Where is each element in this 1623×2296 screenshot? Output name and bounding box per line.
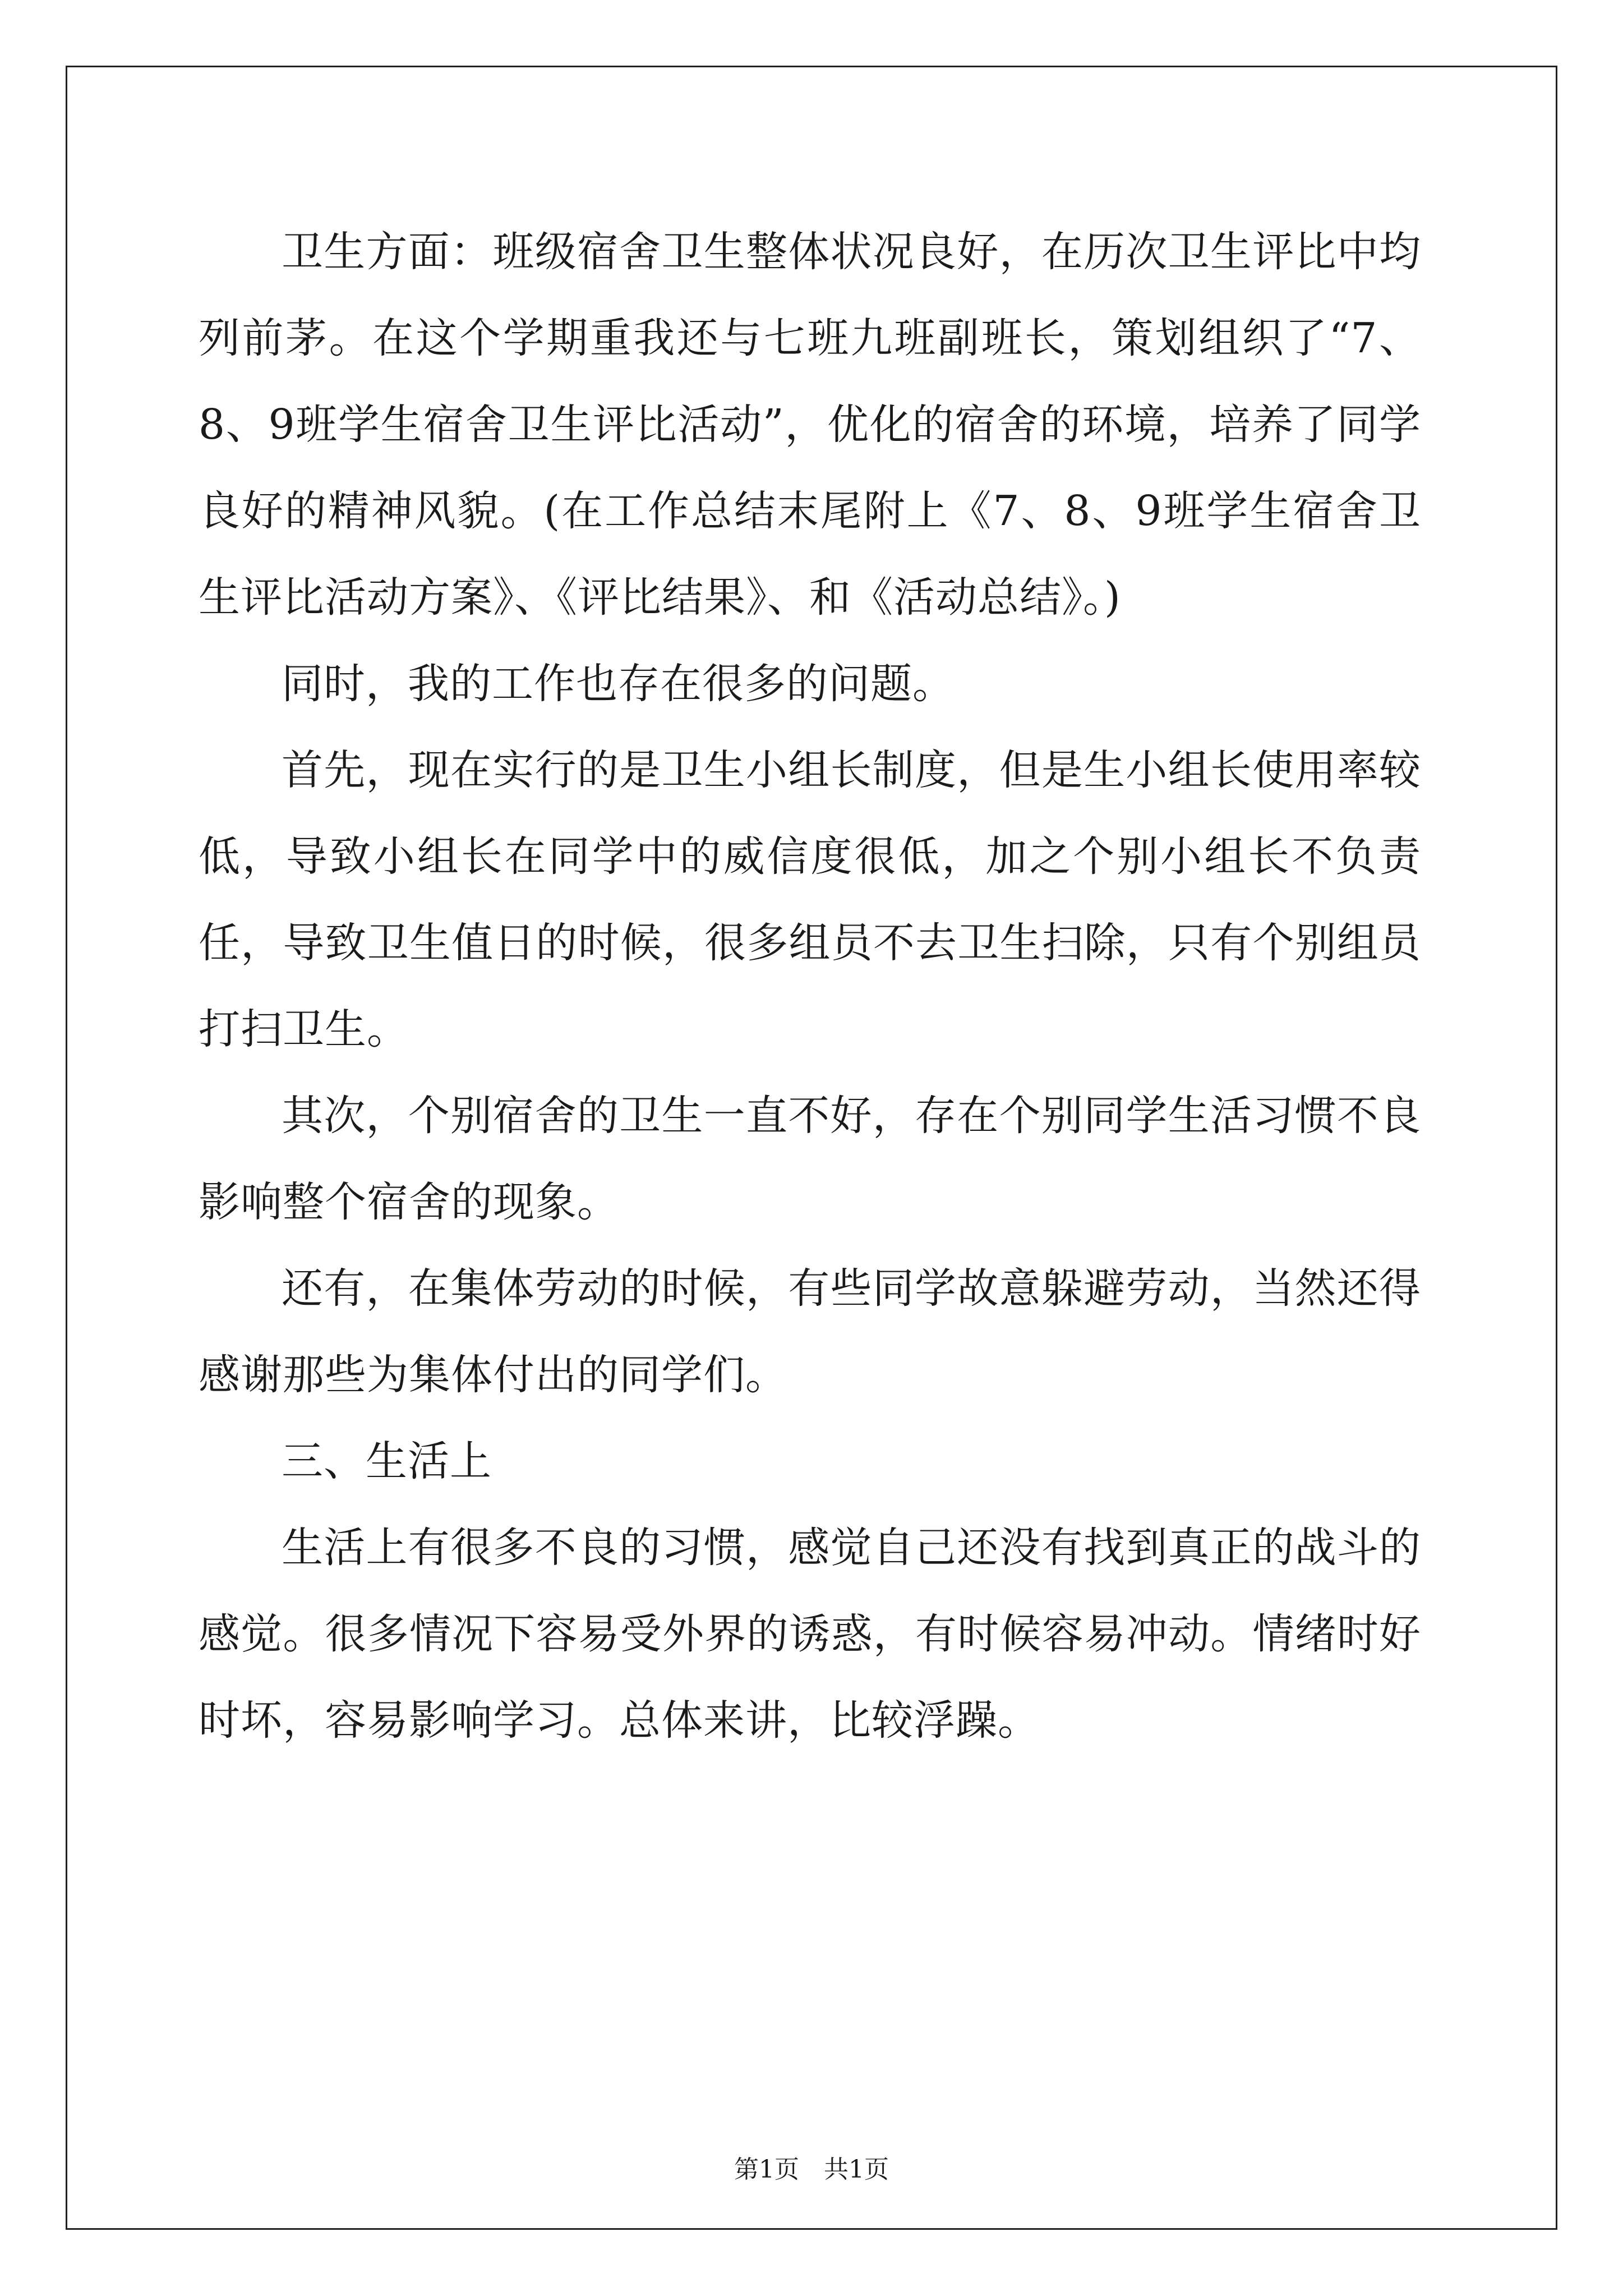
paragraph-third-problem: 还有，在集体劳动的时候，有些同学故意躲避劳动，当然还得感谢那些为集体付出的同学们。: [199, 1264, 1421, 1399]
paragraph-life: 生活上有很多不良的习惯，感觉自己还没有找到真正的战斗的感觉。很多情况下容易受外界的诱惑，有时候容易冲动。情绪时好时坏，容易影响学习。总体来讲，比较浮躁。: [199, 1524, 1421, 1745]
paragraph-problems-intro: 同时，我的工作也存在很多的问题。: [282, 660, 955, 708]
paragraph-second-problem: 其次，个别宿舍的卫生一直不好，存在个别同学生活习惯不良影响整个宿舍的现象。: [199, 1092, 1421, 1226]
paragraph-hygiene: 卫生方面：班级宿舍卫生整体状况良好，在历次卫生评比中均列前茅。在这个学期重我还与七班九班副班长，策划组织了“7、8、9班学生宿舍卫生评比活动”，优化的宿舍的环境，培养了同学良好的精神风貌。(在工作总结末尾附上《7、8、9班学生宿舍卫生评比活动方案》、《评比结果》、和《活动总结》。): [199, 228, 1421, 622]
section-heading-life: 三、生活上: [282, 1437, 492, 1485]
paragraph-first-problem: 首先，现在实行的是卫生小组长制度，但是生小组长使用率较低，导致小组长在同学中的威信度很低，加之个别小组长不负责任，导致卫生值日的时候，很多组员不去卫生扫除，只有个别组员打扫卫生。: [199, 746, 1421, 1053]
page-number-footer: 第1页 共1页: [734, 2155, 889, 2184]
document-body: [199, 209, 1421, 1764]
